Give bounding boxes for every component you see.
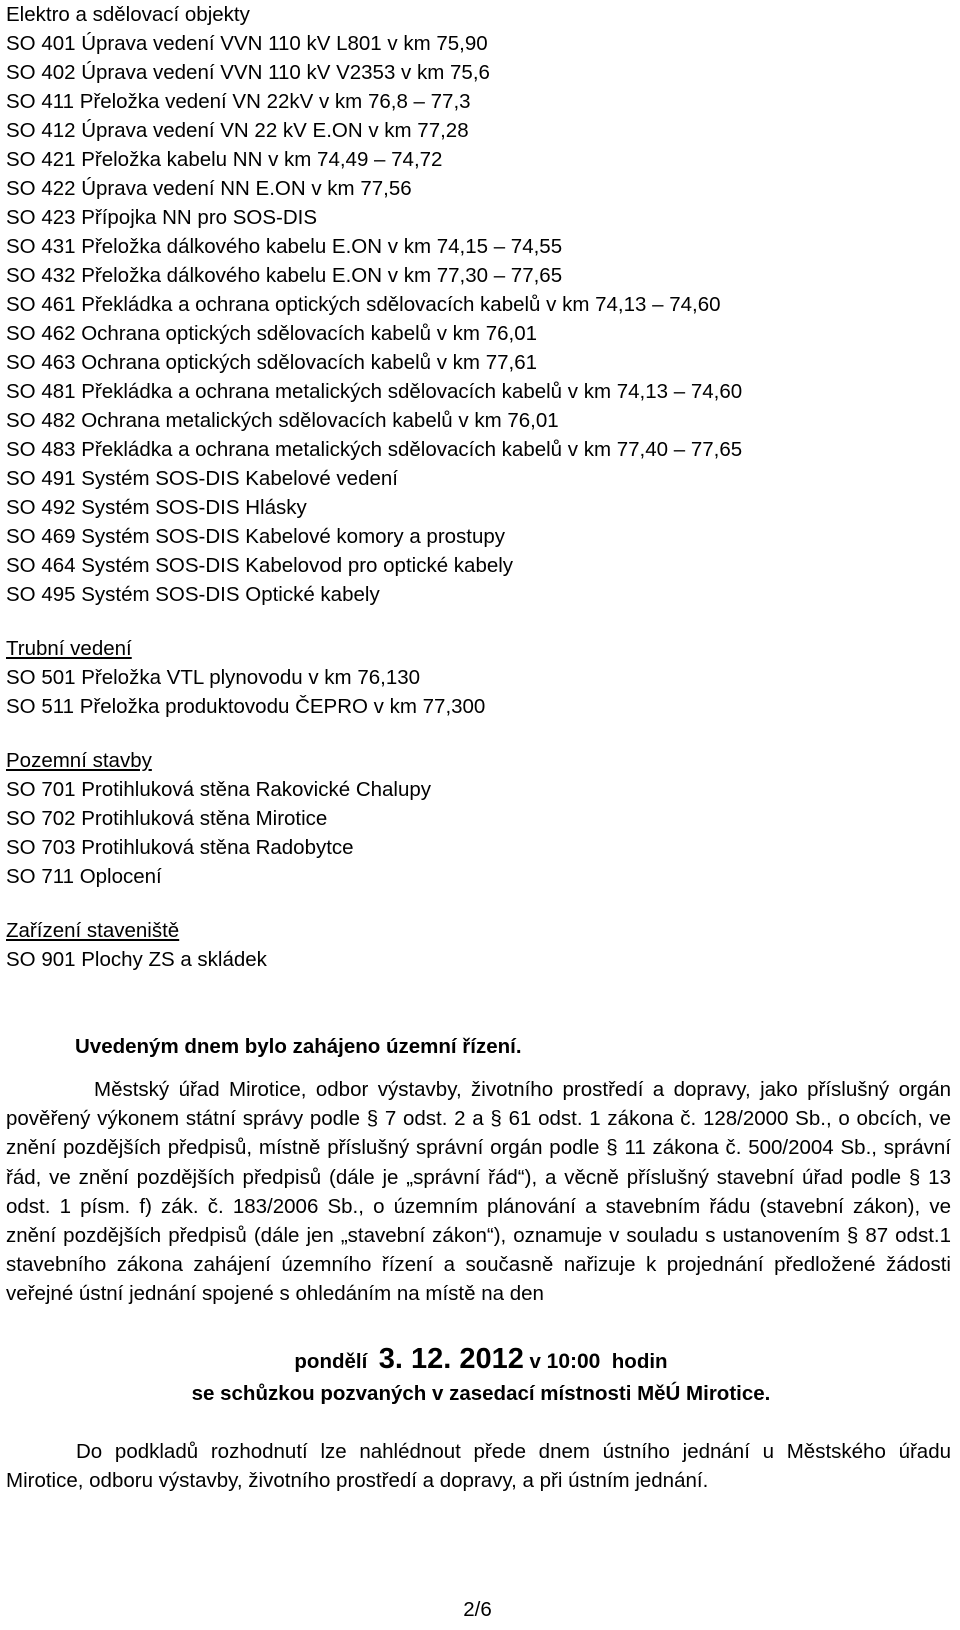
- object-item: SO 469 Systém SOS-DIS Kabelové komory a prostupy: [6, 525, 506, 548]
- section-heading: Elektro a sdělovací objekty: [6, 3, 250, 26]
- section-gap: [6, 609, 956, 634]
- document-page: [6, 0, 956, 1495]
- section-gap: [6, 891, 956, 916]
- object-item: SO 501 Přeložka VTL plynovodu v km 76,130: [6, 666, 421, 689]
- object-item: SO 482 Ochrana metalických sdělovacích kabelů v km 76,01: [6, 409, 559, 432]
- notice-heading: Uvedeným dnem bylo zahájeno územní řízení.: [75, 1035, 522, 1058]
- object-item: SO 412 Úprava vedení VN 22 kV E.ON v km 77,28: [6, 119, 469, 142]
- object-item: SO 401 Úprava vedení VVN 110 kV L801 v km 75,90: [6, 32, 488, 55]
- object-item: SO 463 Ochrana optických sdělovacích kabelů v km 77,61: [6, 351, 538, 374]
- object-item: SO 411 Přeložka vedení VN 22kV v km 76,8 – 77,3: [6, 90, 471, 113]
- spacer: [6, 974, 956, 1032]
- object-item: SO 492 Systém SOS-DIS Hlásky: [6, 496, 307, 519]
- object-item: SO 421 Přeložka kabelu NN v km 74,49 – 74,72: [6, 148, 443, 171]
- object-item: SO 461 Překládka a ochrana optických sdělovacích kabelů v km 74,13 – 74,60: [6, 293, 721, 316]
- object-item: SO 702 Protihluková stěna Mirotice: [6, 807, 328, 830]
- page-number: 2/6: [463, 1598, 492, 1621]
- paragraph-main-text: Městský úřad Mirotice, odbor výstavby, životního prostředí a dopravy, jako příslušný orgán pověřený výkonem státní správy podle § 7 odst. 2 a § 61 odst. 1 zákona č. 128/2000 Sb., o obcích, ve znění pozdějších předpisů, místně příslušný správní orgán podle § 11 zákona č. 500/2004 Sb., správní řád, ve znění pozdějších předpisů (dále je „správní řád“), a věcně příslušný stavební úřad podle § 13 odst. 1 písm. f) zák. č. 183/2006 Sb., o územním plánování a stavebním řádu (stavební zákon), ve znění pozdějších předpisů (dále jen „stavební zákon“), oznamuje v souladu s ustanovením § 87 odst.1 stavebního zákona zahájení územního řízení a současně nařizuje k projednání předložené žádosti veřejné ústní jednání spojené s ohledáním na místě na den: [6, 1078, 951, 1306]
- paragraph-main: [6, 1075, 951, 1309]
- object-item: SO 483 Překládka a ochrana metalických sdělovacích kabelů v km 77,40 – 77,65: [6, 438, 743, 461]
- object-item: SO 511 Přeložka produktovodu ČEPRO v km 77,300: [6, 695, 486, 718]
- object-item: SO 432 Přeložka dálkového kabelu E.ON v km 77,30 – 77,65: [6, 264, 563, 287]
- object-item: SO 422 Úprava vedení NN E.ON v km 77,56: [6, 177, 412, 200]
- paragraph-documents-text: Do podkladů rozhodnutí lze nahlédnout přede dnem ústního jednání u Městského úřadu Mirotice, odboru výstavby, životního prostředí a dopravy, a při ústním jednání.: [6, 1439, 951, 1492]
- section-heading: Trubní vedení: [6, 637, 132, 660]
- meeting-info: [6, 1342, 956, 1409]
- object-item: SO 423 Přípojka NN pro SOS-DIS: [6, 206, 318, 229]
- meeting-time: 10:00: [546, 1349, 601, 1373]
- paragraph-documents: [6, 1437, 951, 1495]
- meeting-place: se schůzkou pozvaných v zasedací místnosti MěÚ Mirotice.: [191, 1381, 771, 1405]
- object-item: SO 901 Plochy ZS a skládek: [6, 948, 267, 971]
- section-heading: Zařízení staveniště: [6, 919, 180, 942]
- meeting-day: pondělí: [294, 1349, 368, 1373]
- meeting-date: 3. 12. 2012: [378, 1342, 524, 1375]
- object-item: SO 462 Ochrana optických sdělovacích kabelů v km 76,01: [6, 322, 538, 345]
- section-gap: [6, 721, 956, 746]
- object-item: SO 431 Přeložka dálkového kabelu E.ON v km 74,15 – 74,55: [6, 235, 563, 258]
- object-sections: [6, 0, 956, 974]
- object-item: SO 711 Oplocení: [6, 865, 162, 888]
- object-item: SO 481 Překládka a ochrana metalických sdělovacích kabelů v km 74,13 – 74,60: [6, 380, 743, 403]
- section-heading: Pozemní stavby: [6, 749, 152, 772]
- object-item: SO 495 Systém SOS-DIS Optické kabely: [6, 583, 380, 606]
- object-item: SO 703 Protihluková stěna Radobytce: [6, 836, 354, 859]
- object-item: SO 701 Protihluková stěna Rakovické Chalupy: [6, 778, 432, 801]
- object-item: SO 491 Systém SOS-DIS Kabelové vedení: [6, 467, 398, 490]
- meeting-v: v: [529, 1349, 541, 1373]
- object-item: SO 464 Systém SOS-DIS Kabelovod pro optické kabely: [6, 554, 514, 577]
- object-item: SO 402 Úprava vedení VVN 110 kV V2353 v km 75,6: [6, 61, 490, 84]
- meeting-hodin: hodin: [611, 1349, 668, 1373]
